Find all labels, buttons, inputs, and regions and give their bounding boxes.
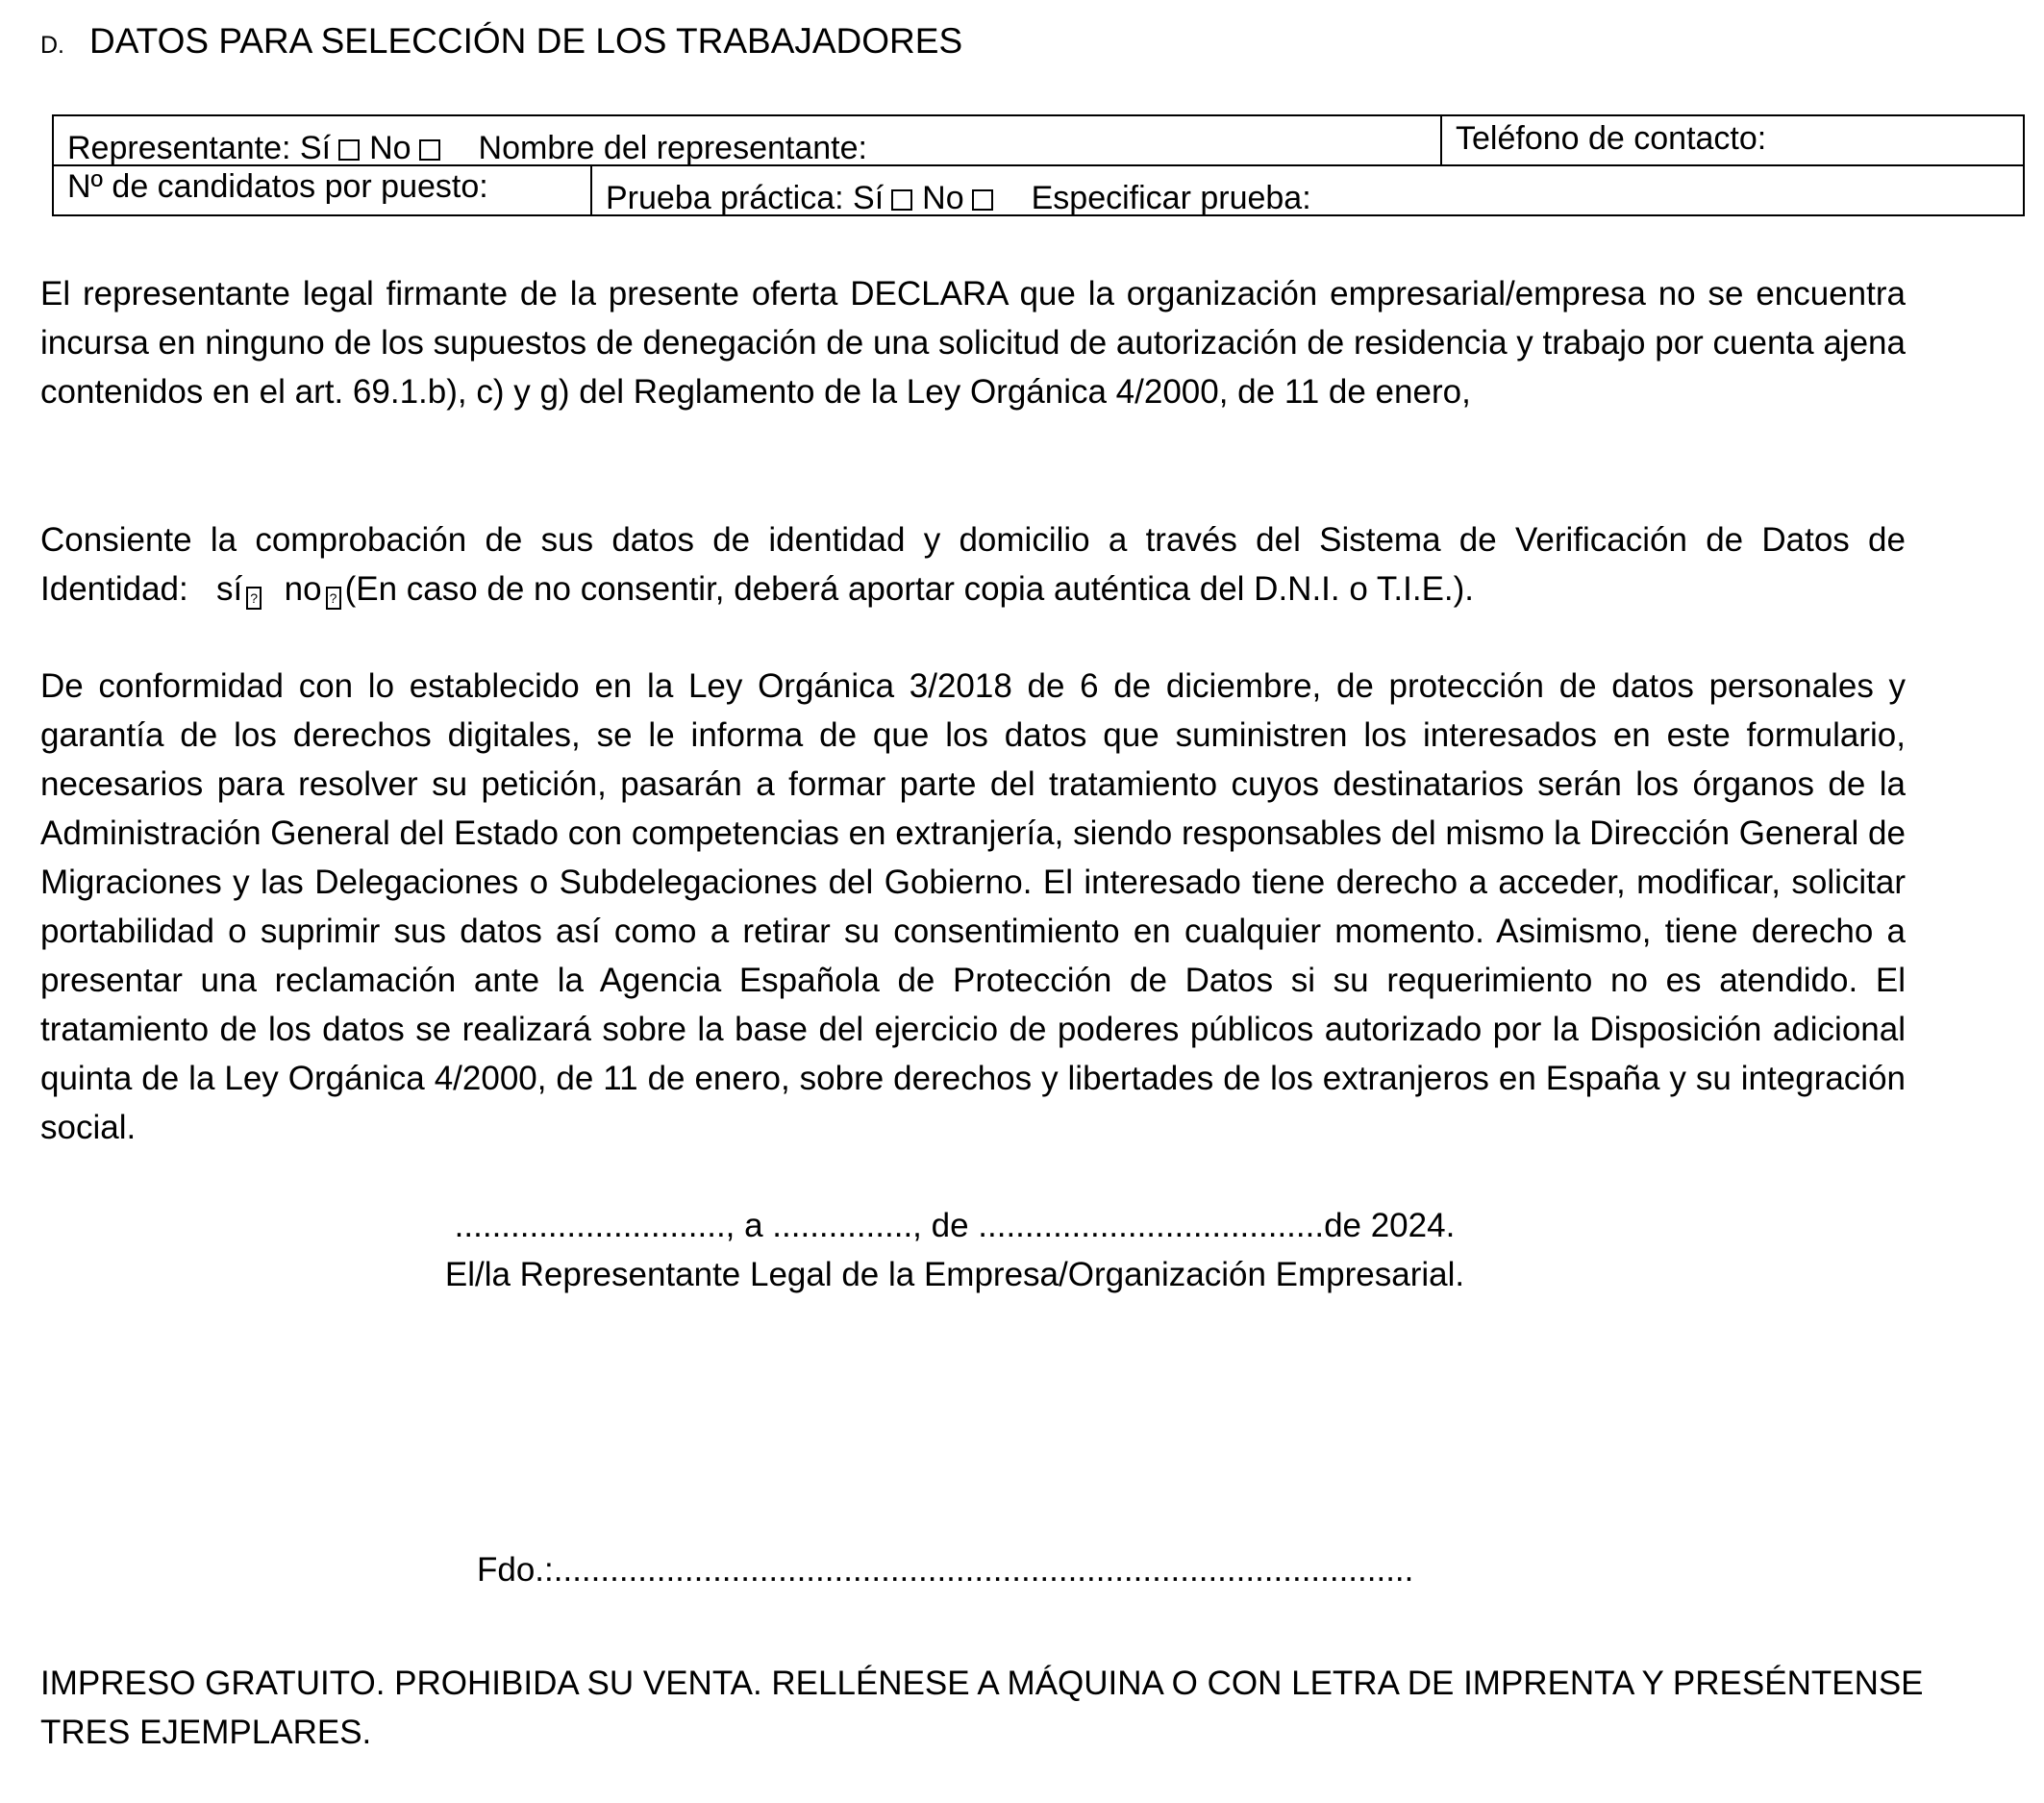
candidatos-cell[interactable] — [54, 166, 590, 216]
signature-line: Fdo.:............................................................................................ — [477, 1551, 1414, 1589]
representante-si-checkbox[interactable] — [338, 139, 360, 161]
telefono-cell[interactable] — [1440, 116, 2023, 164]
form-row-representante — [54, 116, 2023, 166]
consent-no-label: no — [284, 570, 322, 608]
section-letter: D. — [40, 32, 64, 59]
prueba-no-label: No — [922, 180, 964, 216]
representante-label: Representante: Sí — [67, 130, 332, 164]
consent-paragraph — [40, 515, 1906, 614]
prueba-practica-label: Prueba práctica: Sí — [606, 180, 885, 216]
section-heading — [40, 21, 962, 62]
nombre-representante-label: Nombre del representante: — [478, 130, 867, 164]
consent-text: Consiente la comprobación de sus datos de identidad y domicilio a través del Sistema de Verificación de Datos de Identidad: — [40, 521, 1906, 608]
section-title: DATOS PARA SELECCIÓN DE LOS TRABAJADORES — [89, 21, 963, 61]
representante-no-checkbox[interactable] — [419, 139, 440, 161]
especificar-prueba-label: Especificar prueba: — [1031, 180, 1311, 216]
representante-cell — [54, 116, 1440, 164]
consent-no-checkbox[interactable]: ? — [326, 587, 341, 610]
footer-notice: IMPRESO GRATUITO. PROHIBIDA SU VENTA. RELLÉNESE A MÁQUINA O CON LETRA DE IMPRENTA Y PRESÉNTENSE TRES EJEMPLARES. — [40, 1665, 1924, 1751]
form-row-candidatos — [54, 166, 2023, 216]
consent-si-checkbox[interactable]: ? — [246, 587, 262, 610]
telefono-label: Teléfono de contacto: — [1456, 120, 1767, 157]
prueba-practica-cell — [590, 166, 2023, 216]
privacy-paragraph: De conformidad con lo establecido en la Ley Orgánica 3/2018 de 6 de diciembre, de protección de datos personales y garantía de los derechos digitales, se le informa de que los datos que suministren los interesados en este formulario, necesarios para resolver su petición, pasarán a formar parte del tratamiento cuyos destinatarios serán los órganos de la Administración General del Estado con competencias en extranjería, siendo responsables del mismo la Dirección General de Migraciones y las Delegaciones o Subdelegaciones del Gobierno. El interesado tiene derecho a acceder, modificar, solicitar portabilidad o suprimir sus datos así como a retirar su consentimiento en cualquier momento. Asimismo, tiene derecho a presentar una reclamación ante la Agencia Española de Protección de Datos si su requerimiento no es atendido. El tratamiento de los datos se realizará sobre la base del ejercicio de poderes públicos autorizado por la Disposición adicional quinta de la Ley Orgánica 4/2000, de 11 de enero, sobre derechos y libertades de los extranjeros en España y su integración social. — [40, 667, 1906, 1146]
prueba-no-checkbox[interactable] — [972, 189, 993, 211]
date-place-line: ............................., a ..............., de .....................................de 2024. — [454, 1207, 1456, 1244]
legal-representative-line: El/la Representante Legal de la Empresa/Organización Empresarial. — [444, 1256, 1465, 1293]
consent-note: (En caso de no consentir, deberá aportar copia auténtica del D.N.I. o T.I.E.). — [344, 570, 1475, 608]
prueba-si-checkbox[interactable] — [891, 189, 912, 211]
consent-si-label: sí — [215, 570, 243, 608]
declaration-paragraph: El representante legal firmante de la presente oferta DECLARA que la organización empresarial/empresa no se encuentra incursa en ninguno de los supuestos de denegación de una solicitud de autorización de residencia y trabajo por cuenta ajena contenidos en el art. 69.1.b), c) y g) del Reglamento de la Ley Orgánica 4/2000, de 11 de enero, — [40, 275, 1906, 411]
worker-selection-form-table — [52, 114, 2025, 216]
representante-no-label: No — [369, 130, 411, 164]
candidatos-label: Nº de candidatos por puesto: — [67, 168, 488, 205]
